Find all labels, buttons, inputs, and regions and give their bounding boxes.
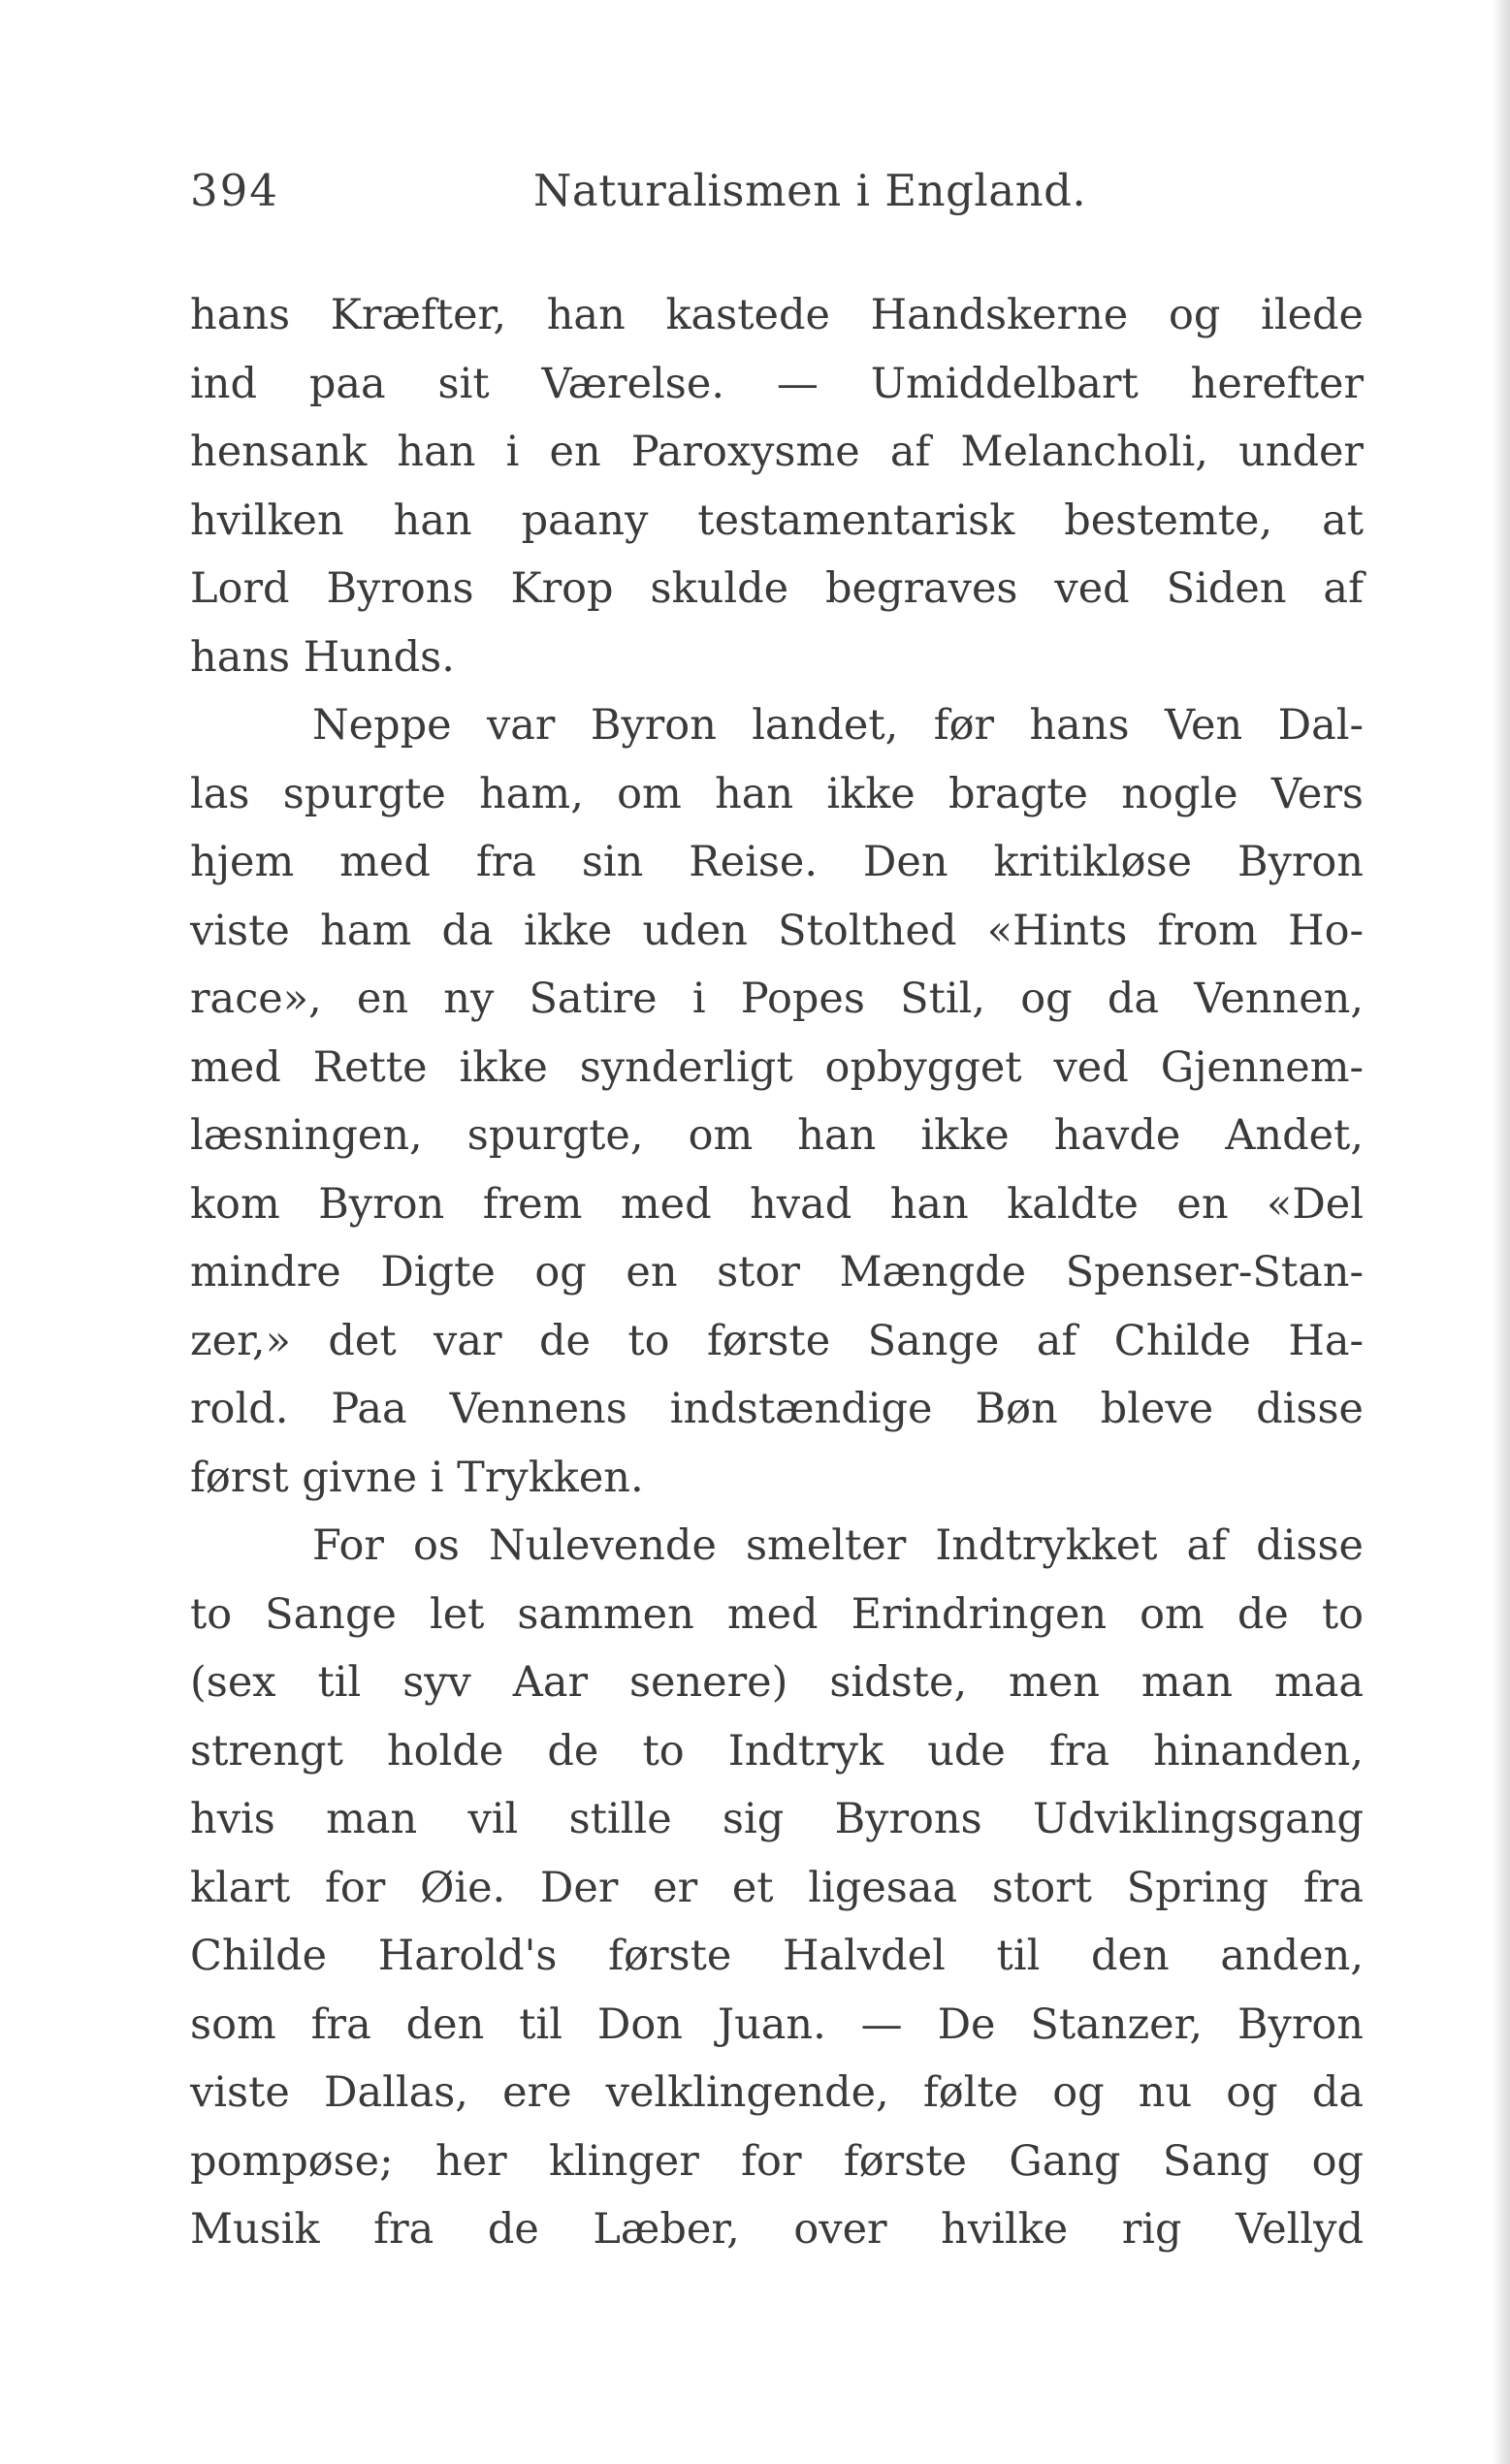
body-text	[190, 281, 1364, 2264]
page-edge-shadow	[1493, 0, 1510, 2464]
text-line: (sex til syv Aar senere) sidste, men man maa	[190, 1658, 1364, 1707]
text-line: Neppe var Byron landet, før hans Ven Dal-	[312, 701, 1364, 750]
text-line: som fra den til Don Juan. — De Stanzer, Byron	[190, 2000, 1364, 2049]
text-line: For os Nulevende smelter Indtrykket af disse	[312, 1521, 1364, 1570]
text-line: hvilken han paany testamentarisk bestemte, at	[190, 496, 1364, 545]
text-line: hvis man vil stille sig Byrons Udviklingsgang	[190, 1795, 1364, 1843]
text-line: Musik fra de Læber, over hvilke rig Vellyd	[190, 2205, 1364, 2254]
text-line: to Sange let sammen med Erindringen om de to	[190, 1589, 1364, 1639]
text-line: kom Byron frem med hvad han kaldte en «Del	[190, 1179, 1364, 1229]
text-line: mindre Digte og en stor Mængde Spenser-Stan-	[190, 1248, 1364, 1296]
text-line: hans Kræfter, han kastede Handskerne og ilede	[190, 291, 1364, 339]
text-line: race», en ny Satire i Popes Stil, og da Vennen,	[190, 975, 1364, 1023]
text-line: læsningen, spurgte, om han ikke havde Andet,	[190, 1111, 1364, 1160]
text-line: strengt holde de to Indtryk ude fra hinanden,	[190, 1726, 1364, 1776]
text-line: viste ham da ikke uden Stolthed «Hints from Ho-	[190, 906, 1364, 955]
text-line: ind paa sit Værelse. — Umiddelbart herefter	[190, 359, 1364, 408]
text-line: zer,» det var de to første Sange af Childe Ha-	[190, 1316, 1364, 1365]
text-line: først givne i Trykken.	[190, 1453, 644, 1502]
text-line: Lord Byrons Krop skulde begraves ved Siden af	[190, 564, 1364, 613]
text-line: viste Dallas, ere velklingende, følte og nu og da	[190, 2068, 1364, 2117]
page-number: 394	[190, 165, 279, 216]
text-line: las spurgte ham, om han ikke bragte nogle Vers	[190, 769, 1364, 818]
running-head	[190, 165, 1364, 223]
text-line: hjem med fra sin Reise. Den kritikløse Byron	[190, 838, 1364, 886]
text-line: hensank han i en Paroxysme af Melancholi, under	[190, 428, 1364, 476]
text-line: pompøse; her klinger for første Gang Sang og	[190, 2136, 1364, 2186]
running-title: Naturalismen i England.	[533, 165, 1087, 216]
text-line: Childe Harold's første Halvdel til den anden,	[190, 1932, 1364, 1980]
text-line: rold. Paa Vennens indstændige Bøn bleve disse	[190, 1385, 1364, 1433]
text-line: med Rette ikke synderligt opbygget ved Gjennem-	[190, 1042, 1364, 1092]
text-line: klart for Øie. Der er et ligesaa stort Spring fra	[190, 1863, 1364, 1912]
text-line: hans Hunds.	[190, 632, 455, 682]
